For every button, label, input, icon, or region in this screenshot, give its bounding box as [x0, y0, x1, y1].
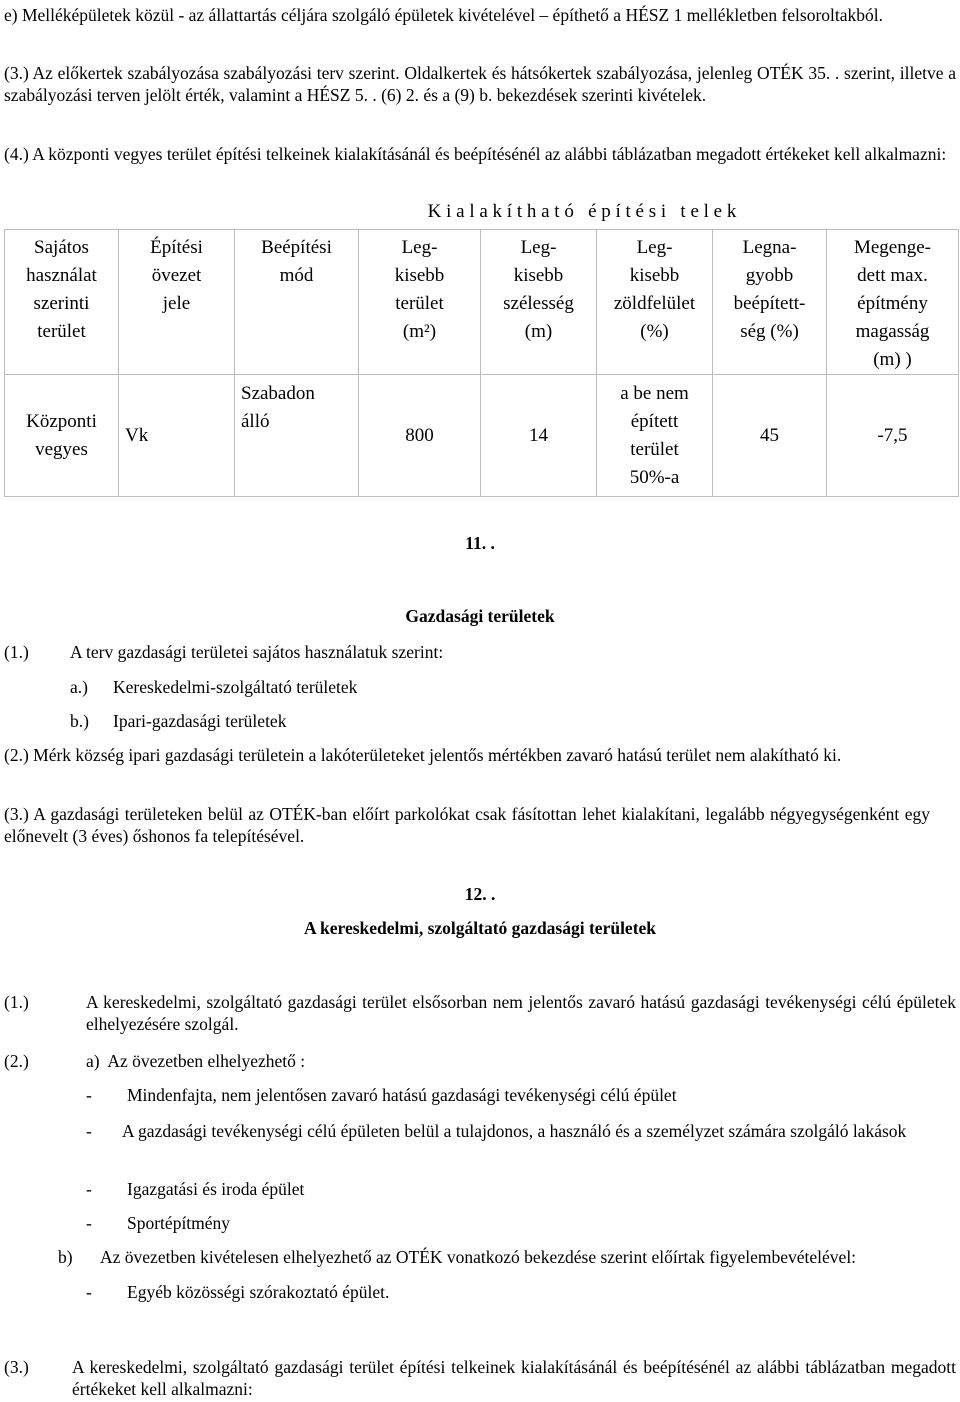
header-cell: Leg- kisebb terület (m²): [359, 230, 481, 375]
s11-p1-num: (1.): [4, 642, 29, 662]
header-cell: Sajátos használat szerinti terület: [5, 230, 119, 375]
list-item: Egyéb közösségi szórakoztató épület.: [127, 1282, 390, 1302]
header-cell: Megenge- dett max. építmény magasság (m) ): [827, 230, 959, 375]
s11-a-text: Kereskedelmi-szolgáltató területek: [113, 677, 358, 697]
header-cell: Legna- gyobb beépített- ség (%): [713, 230, 827, 375]
list-dash: -: [86, 1179, 92, 1199]
s11-p2: (2.) Mérk község ipari gazdasági területein a lakóterületeket jelentős mértékben zavaró hatású terület nem alakítható ki.: [4, 745, 842, 765]
s12-p2-a: a) Az övezetben elhelyezhető :: [86, 1051, 306, 1071]
section-11-number: 11. .: [465, 533, 495, 553]
list-dash: -: [86, 1085, 92, 1105]
table1-header-row: [5, 230, 959, 375]
paragraph-e: e) Melléképületek közül - az állattartás céljára szolgáló épületek kivételével – építhető a HÉSZ 1 mellékletben felsoroltakból.: [4, 5, 884, 25]
section-12-title: A kereskedelmi, szolgáltató gazdasági területek: [303, 918, 657, 938]
list-item: Mindenfajta, nem jelentősen zavaró hatású gazdasági tevékenységi célú épület: [127, 1085, 677, 1105]
s12-p1-num: (1.): [4, 992, 29, 1012]
table-cell: 45: [713, 375, 827, 497]
s11-a-num: a.): [70, 677, 88, 697]
table-cell: 800: [359, 375, 481, 497]
table-cell: 14: [481, 375, 597, 497]
table-cell: Központi vegyes: [5, 375, 119, 497]
table-cell: a be nem épített terület 50%-a: [597, 375, 713, 497]
s12-p1-text: A kereskedelmi, szolgáltató gazdasági terület elsősorban nem jelentős zavaró hatású gazdasági tevékenységi célú épületek elhelyezésére szolgál.: [86, 992, 956, 1034]
table-row: [5, 375, 959, 497]
list-dash: -: [86, 1213, 92, 1233]
list-item: Sportépítmény: [127, 1213, 231, 1233]
table-cell: Szabadon álló: [235, 375, 359, 497]
header-cell: Leg- kisebb szélesség (m): [481, 230, 597, 375]
list-item: Igazgatási és iroda épület: [127, 1179, 305, 1199]
header-cell: Leg- kisebb zöldfelület (%): [597, 230, 713, 375]
header-cell: Építési övezet jele: [119, 230, 235, 375]
s11-b-num: b.): [70, 711, 89, 731]
section-12-number: 12. .: [464, 884, 496, 904]
list-dash: -: [86, 1121, 92, 1141]
list-item: A gazdasági tevékenységi célú épületen belül a tulajdonos, a használó és a személyzet számára szolgáló lakások: [122, 1121, 907, 1141]
s11-b-text: Ipari-gazdasági területek: [113, 711, 287, 731]
paragraph-3: (3.) Az előkertek szabályozása szabályozási terv szerint. Oldalkertek és hátsókertek szabályozása, jelenleg OTÉK 35. . szerint, illetve a szabályozási terven jelölt érték, valamint a HÉSZ 5. . (6) 2. és a (9) b. bekezdések szerinti kivételek.: [4, 63, 956, 105]
section-11-title: Gazdasági területek: [405, 606, 555, 626]
table1: [4, 229, 959, 497]
list-dash: -: [86, 1282, 92, 1302]
s12-p2-num: (2.): [4, 1051, 29, 1071]
paragraph-4: (4.) A központi vegyes terület építési telkeinek kialakításánál és beépítésénél az alábbi táblázatban megadott értékeket kell alkalmazni:: [4, 144, 947, 164]
s11-p3: (3.) A gazdasági területeken belül az OTÉK-ban előírt parkolókat csak fásítottan lehet kialakítani, legalább négyegységenként egy előnevelt (3 éves) őshonos fa telepítésével.: [4, 804, 930, 846]
table-cell: -7,5: [827, 375, 959, 497]
s11-p1-text: A terv gazdasági területei sajátos használatuk szerint:: [70, 642, 444, 662]
s12-p3-num: (3.): [4, 1357, 29, 1377]
table-cell: Vk: [119, 375, 235, 497]
s12-b-text: Az övezetben kivételesen elhelyezhető az OTÉK vonatkozó bekezdése szerint előírtak figyelembevételével:: [100, 1247, 857, 1267]
table1-group-header: K i a l a k í t h a t ó é p í t é s i t e l e k: [427, 201, 737, 222]
s12-b-label: b): [58, 1247, 73, 1267]
s12-p3-text: A kereskedelmi, szolgáltató gazdasági terület építési telkeinek kialakításánál és beépítésénél az alábbi táblázatban megadott értékeket kell alkalmazni:: [72, 1357, 956, 1399]
header-cell: Beépítési mód: [235, 230, 359, 375]
